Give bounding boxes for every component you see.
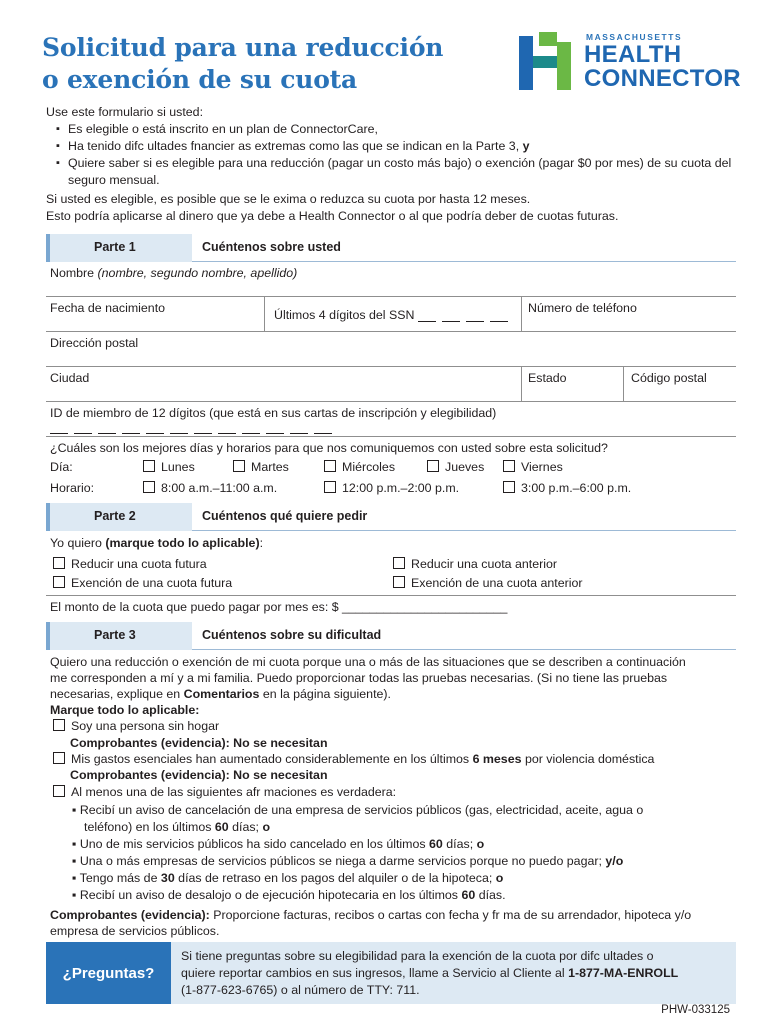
part-1-label: Parte 1 <box>94 240 136 254</box>
divider <box>623 366 624 401</box>
divider <box>46 595 736 596</box>
name-field[interactable]: Nombre (nombre, segundo nombre, apellido) <box>50 266 298 280</box>
divider <box>46 331 736 332</box>
divider <box>46 296 736 297</box>
state-field[interactable]: Estado <box>528 371 567 385</box>
part-3-title: Cuéntenos sobre su dificultad <box>192 622 736 650</box>
divider <box>264 296 265 331</box>
divider <box>46 401 736 402</box>
divider <box>521 296 522 331</box>
check-all-label: Marque todo lo aplicable: <box>50 703 200 717</box>
dob-field[interactable]: Fecha de nacimiento <box>50 301 166 315</box>
part-2-lead: Yo quiero (marque todo lo aplicable): <box>50 536 264 550</box>
proof-instructions: empresa de servicios públicos. <box>50 924 220 938</box>
part-3-intro: Quiero una reducción o exención de mi cuota porque una o más de las situaciones que se describen a continuación <box>50 655 686 669</box>
intro-bullet: ▪ Quiere saber si es elegible para una reducción (pagar un costo más bajo) o exención (pagar $0 por mes) de su cuota del seguro mensual. <box>56 155 736 189</box>
hardship-sub-item: ▪ Uno de mis servicios públicos ha sido cancelado en los últimos 60 días; o <box>72 837 485 851</box>
ssn-field[interactable]: Últimos 4 dígitos del SSN <box>274 308 514 322</box>
intro-bullet: ▪ Es elegible o está inscrito en un plan de ConnectorCare, <box>56 121 736 138</box>
part-3-label: Parte 3 <box>94 628 136 642</box>
hardship-sub-item: ▪ Una o más empresas de servicios públicos se niega a darme servicios porque no puedo pagar; y/o <box>72 854 624 868</box>
intro-section <box>46 104 736 225</box>
customer-service-phone[interactable]: 1-877-MA-ENROLL <box>568 966 679 980</box>
member-id-blanks[interactable] <box>50 420 338 434</box>
phone-field[interactable]: Número de teléfono <box>528 301 637 315</box>
intro-paragraph: Esto podría aplicarse al dinero que ya debe a Health Connector o al que podría deber de cuotas futuras. <box>46 209 619 223</box>
contact-question: ¿Cuáles son los mejores días y horarios para que nos comuniquemos con usted sobre esta solicitud? <box>50 441 608 455</box>
zip-field[interactable]: Código postal <box>631 371 707 385</box>
health-connector-logo-mark <box>519 32 575 90</box>
questions-label: ¿Preguntas? <box>46 942 171 1004</box>
proof-instructions: Comprobantes (evidencia): Proporcione facturas, recibos o cartas con fecha y fr ma de su arrendador, hipoteca y/o <box>50 908 692 922</box>
logo-state-label: MASSACHUSETTS <box>586 32 683 42</box>
option-reduce-past[interactable]: Reducir una cuota anterior <box>393 557 557 571</box>
part-2-title: Cuéntenos qué quiere pedir <box>192 503 736 531</box>
hardship-sub-item: teléfono) en los últimos 60 días; o <box>84 820 271 834</box>
part-3-intro: necesarias, explique en Comentarios en la página siguiente). <box>50 687 391 701</box>
hardship-homeless-checkbox[interactable]: Soy una persona sin hogar <box>53 719 219 733</box>
form-code: PHW-033125 <box>661 1004 730 1016</box>
part-3-intro: me corresponden a mí y a mi familia. Puedo proporcionar todas las pruebas necesarias. (Si no tiene las pruebas <box>50 671 668 685</box>
title-line-1: Solicitud para una reducción <box>42 33 444 62</box>
intro-lead: Use este formulario si usted: <box>46 105 204 119</box>
day-checkbox-tuesday[interactable]: Martes <box>233 460 289 474</box>
intro-bullet: ▪ Ha tenido difc ultades fnancier as extremas como las que se indican en la Parte 3, y <box>56 138 736 155</box>
part-2-label: Parte 2 <box>94 509 136 523</box>
city-field[interactable]: Ciudad <box>50 371 90 385</box>
time-label: Horario: <box>50 481 95 495</box>
address-field[interactable]: Dirección postal <box>50 336 139 350</box>
option-reduce-future[interactable]: Reducir una cuota futura <box>53 557 207 571</box>
proof-note: Comprobantes (evidencia): No se necesitan <box>70 736 328 750</box>
divider <box>46 366 736 367</box>
day-checkbox-monday[interactable]: Lunes <box>143 460 195 474</box>
logo-word-health: HEALTH <box>584 41 682 68</box>
option-waive-future[interactable]: Exención de una cuota futura <box>53 576 232 590</box>
divider <box>521 366 522 401</box>
page-title <box>42 32 443 96</box>
questions-info: Si tiene preguntas sobre su elegibilidad para la exención de la cuota por difc ultades o quiere reportar cambios en sus ingresos, llame a Servicio al Cliente al 1-877-MA-ENROLL (1-877-623-6765) o al número de TTY: 711. <box>171 942 736 1004</box>
time-checkbox-midday[interactable]: 12:00 p.m.–2:00 p.m. <box>324 481 459 495</box>
option-waive-past[interactable]: Exención de una cuota anterior <box>393 576 583 590</box>
intro-bullets <box>56 121 736 189</box>
hardship-sub-item: ▪ Tengo más de 30 días de retraso en los pagos del alquiler o de la hipoteca; o <box>72 871 504 885</box>
day-checkbox-thursday[interactable]: Jueves <box>427 460 484 474</box>
title-line-2: o exención de su cuota <box>42 65 358 94</box>
health-connector-logo <box>519 32 741 94</box>
hardship-expenses-checkbox[interactable]: Mis gastos esenciales han aumentado considerablemente en los últimos 6 meses por violencia doméstica <box>53 752 654 766</box>
hardship-sub-item: ▪ Recibí un aviso de cancelación de una empresa de servicios públicos (gas, electricidad, aceite, agua o <box>72 803 644 817</box>
divider <box>46 436 736 437</box>
day-checkbox-wednesday[interactable]: Miércoles <box>324 460 395 474</box>
part-1-header <box>46 234 736 262</box>
monthly-amount-field[interactable]: El monto de la cuota que puedo pagar por mes es: $ ________________________ <box>50 600 508 614</box>
hardship-sub-item: ▪ Recibí un aviso de desalojo o de ejecución hipotecaria en los últimos 60 días. <box>72 888 506 902</box>
day-label: Día: <box>50 460 73 474</box>
intro-paragraph: Si usted es elegible, es posible que se le exima o reduzca su cuota por hasta 12 meses. <box>46 192 531 206</box>
part-3-header <box>46 622 736 650</box>
part-2-header <box>46 503 736 531</box>
hardship-utilities-checkbox[interactable]: Al menos una de las siguientes afr maciones es verdadera: <box>53 785 396 799</box>
logo-word-connector: CONNECTOR <box>584 65 741 92</box>
member-id-label: ID de miembro de 12 dígitos (que está en sus cartas de inscripción y elegibilidad) <box>50 406 497 420</box>
day-checkbox-friday[interactable]: Viernes <box>503 460 563 474</box>
proof-note: Comprobantes (evidencia): No se necesitan <box>70 768 328 782</box>
time-checkbox-afternoon[interactable]: 3:00 p.m.–6:00 p.m. <box>503 481 631 495</box>
time-checkbox-morning[interactable]: 8:00 a.m.–11:00 a.m. <box>143 481 277 495</box>
part-1-title: Cuéntenos sobre usted <box>192 234 736 262</box>
